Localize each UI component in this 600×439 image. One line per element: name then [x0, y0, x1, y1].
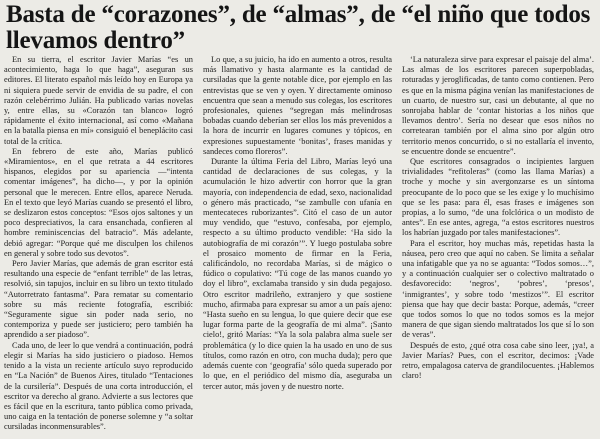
- headline: Basta de “corazones”, de “almas”, de “el niño que todos llevamos dentro”: [6, 1, 591, 54]
- paragraph: Que escritores consagrados o incipientes larguen trivialidades “refitoleras” (como las llama Marías) a troche y moche y sin avergonzarse es un síntoma preocupante de lo poco que se les exige y lo muchísimo que se les pasa: para él, esas frases e imágenes son propias, a lo sumo, “de una folclórica o un modisto de antes”. En ese antes, agrega, “a estos escritores nuestros los habrían juzgado por tales manifestaciones”.: [402, 157, 594, 238]
- paragraph: Durante la última Feria del Libro, Marías leyó una cantidad de declaraciones de sus colegas, y la acumulación le hizo advertir con horror que la gran mayoría, con independencia de edad, sexo, nacionalidad o género más practicado, “se zambulle con ufanía en mentecateces ruborizantes”. Citó el caso de un autor muy vendido, que “estuvo, confesaba, por ejemplo, respecto a su último producto vendible: ‘Ha sido la autobiografía de mi corazón’”. Y luego postulaba sobre el prosaico momento de firmar en la Feria, calificándolo, no recordaba Marías, si de mágico o fúdico o copulativo: “Tú coge de las manos cuando yo doy el libro”, exclamaba transido y sin duda pegajoso. Otro escritor madrileño, extranjero y que sostiene mucho, afirmaba para expresar su amor a un país ajeno: “Hasta sueño en su lengua, lo que quiere decir que ese lugar forma parte de la geografía de mi alma”. ¡Santo cielo!, gritó Marías: “Ya la sola palabra alma suele ser problemática (y lo dice quien la ha usado en uno de sus títulos, como razón en otro, con mucha duda); pero que además cuente con ‘geografía’ sólo queda superado por lo que, en el periódico del mismo día, aseguraba un tercer autor, más joven y de nuestro norte.: [203, 157, 392, 391]
- paragraph: Cada uno, de leer lo que vendrá a continuación, podrá elegir si Marías ha sido justiciero o piadoso. Hemos tenido a la vista un reciente artículo suyo reproducido en “La Nación” de Buenos Aires, titulado “Tentaciones de la cursilería”. Después de una corta introducción, el escritor va derecho al grano. Advierte a sus lectores que es fácil que en la escritura, tanto pública como privada, uno caiga en la tentación de ponerse solemne y “a soltar cursiladas inconmensurables”.: [4, 340, 193, 432]
- paragraph: Para el escritor, hoy muchas más, repetidas hasta la náusea, pero creo que aquí no caben. Se limita a señalar una infatigable que ya no se aguanta: “Todos somos…”, y a continuación cualquier ser o colectivo maltratado o desfavorecido: ‘negros’, ‘pobres’, ‘presos’, ‘inmigrantes’, y sobre todo ‘mestizos’”. El escritor piensa que hay que decir basta: Porque, además, “creer que todos somos lo que no todos somos es la mejor manera de que sigan siendo maltratados los que sí lo son de veras”.: [402, 238, 594, 340]
- column-2: [203, 55, 392, 437]
- column-3: [402, 55, 594, 437]
- paragraph: ‘La naturaleza sirve para expresar el paisaje del alma’. Las almas de los escritores parecen superpobladas, roturadas y jeroglificadas, de tanto como contienen. Pero es que en la misma página venían las manifestaciones de un cuarto, de nuestro sur, casi un debutante, al que no sonrojaba hablar de ‘contar historias a los niños que llevamos dentro’. Sería no desear que esos niños no corretearan también por el alma sino por algún otro territorio menos concurrido, o si no estallaría el invento, se encuentre donde se encuentre”.: [402, 55, 594, 156]
- paragraph: Lo que, a su juicio, ha ido en aumento a otros, resulta más llamativo y hasta alarmante es la cantidad de cursiladas que la gente notable dice, por ejemplo en las entrevistas que se ven y oyen. Y directamente ominoso encuentra que sean a menudo sus colegas, los escritores profesionales, quienes “segregan más melindrosas bobadas cuando deberían ser ellos los más prevenidos a la hora de incurrir en lugares comunes y tópicos, en expresiones supuestamente ‘bonitas’, frases manidas y sandeces como floreros”.: [203, 55, 392, 156]
- paragraph: Después de esto, ¿qué otra cosa cabe sino leer, ¡ya!, a Javier Marías? Pues, con el escritor, decimos: ¡Vade retro, empalagosa caterva de grandilocuentes. ¡Hablemos claro!: [402, 340, 594, 381]
- paragraph: En su tierra, el escritor Javier Marías “es un acontecimiento, haga lo que haga”, aseguran sus editores. El literato español más leído hoy en Europa ya ni siquiera puede servir de envidia de su padre, el con razón celebérrimo Julián. Ha publicado varias novelas y, entre ellas, su «Corazón tan blanco» logró rápidamente el éxito internacional, así como «Mañana en la batalla piensa en mí» consiguió el beneplácito casi total de la crítica.: [4, 55, 193, 146]
- column-1: [4, 55, 193, 437]
- paragraph: En febrero de este año, Marías publicó «Miramientos», en el que retrata a 44 escritores hispanos, elegidos por su apariencia —“intenta comentar imágenes”, ha dicho—, y por la opinión personal que le merecen. Entre ellos, aparece Neruda. En el texto que leyó Marías cuando se presentó el libro, se deslizaron estos conceptos: “Esos ojos saltones y un poco despreciativos, la cara ensanchada, confieren al hombre reminiscencias del batracio”. Más adelante, debió agregar: “Porque qué me disculpen los chilenos en general y sobre todo sus devotos”.: [4, 146, 193, 258]
- paragraph: Pero Javier Marías, que además de gran escritor está resultando una especie de “enfant terrible” de las letras, resolvió, sin tapujos, incluir en su libro un texto titulado “Autorretrato fantasma”. Para rematar su comentario sobre su más reciente fotografía, escribió: “Seguramente sigue sin poder nada serio, no contemporiza y puede ser justiciero; pero también ha aprendido a ser piadoso”.: [4, 259, 193, 340]
- article-body: [4, 55, 598, 437]
